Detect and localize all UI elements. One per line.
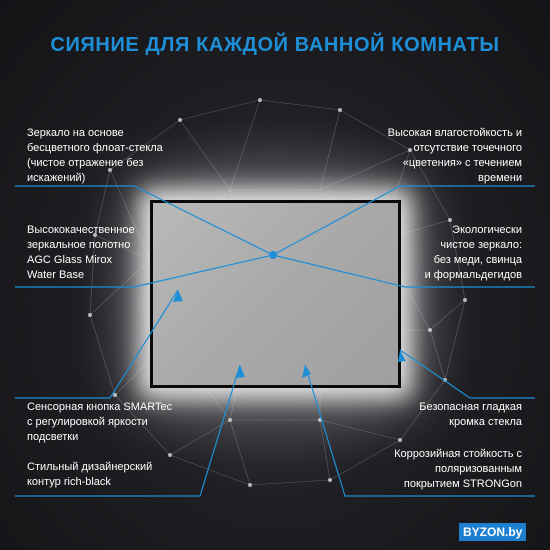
feature-top-right: Высокая влагостойкость и отсутствие точечного «цветения» с течением времени <box>387 127 522 184</box>
feature-mid-left: Высококачественное зеркальное полотно AGC Glass Mirox Water Base <box>27 224 135 281</box>
feature-bottom-left: Стильный дизайнерский контур rich-black <box>27 461 153 488</box>
feature-bottom-right: Коррозийная стойкость с поляризованным покрытием STRONGon <box>394 448 522 490</box>
feature-low-right: Безопасная гладкая кромка стекла <box>419 401 522 428</box>
mirror-image <box>150 200 401 388</box>
page-title: СИЯНИЕ ДЛЯ КАЖДОЙ ВАННОЙ КОМНАТЫ <box>50 34 500 56</box>
byzon-logo[interactable]: BYZON.by <box>459 523 526 541</box>
feature-mid-right: Экологически чистое зеркало: без меди, свинца и формальдегидов <box>424 224 522 281</box>
feature-top-left: Зеркало на основе бесцветного флоат-стекла (чистое отражение без искажений) <box>27 127 163 184</box>
feature-low-left: Сенсорная кнопка SMARTec с регулировкой яркости подсветки <box>27 401 173 443</box>
